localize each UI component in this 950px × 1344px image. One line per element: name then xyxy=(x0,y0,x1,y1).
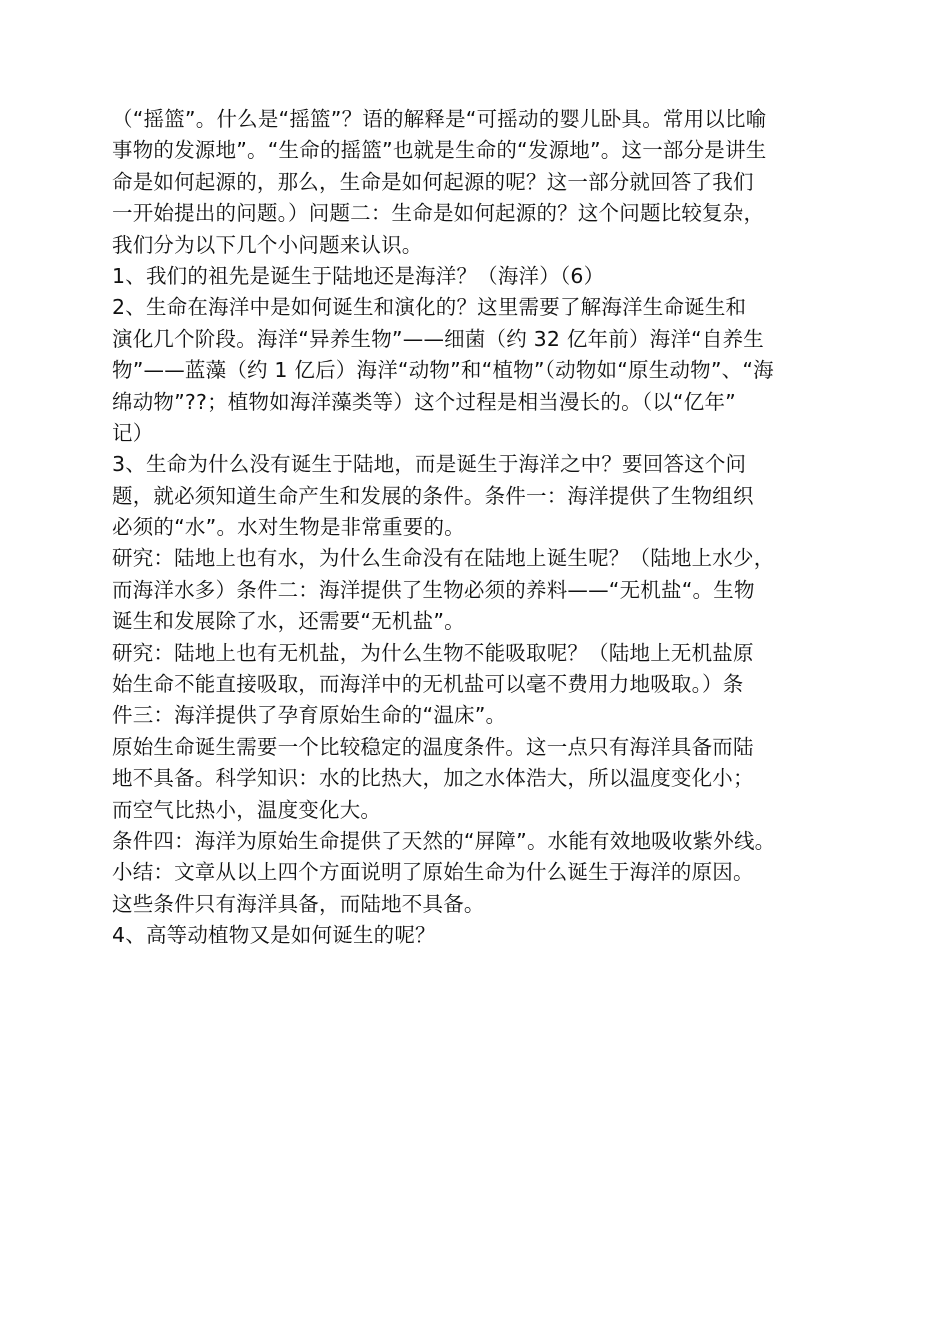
text-line: 必须的“水”。水对生物是非常重要的。 xyxy=(112,515,465,540)
text-line: 命是如何起源的，那么，生命是如何起源的呢？这一部分就回答了我们 xyxy=(112,169,754,194)
text-line: 物”——蓝藻（约 1 亿后）海洋“动物”和“植物”（动物如“原生动物”、“海 xyxy=(112,358,774,383)
question-4: 4、高等动植物又是如何诞生的呢？ xyxy=(112,923,436,948)
text-line: 这些条件只有海洋具备，而陆地不具备。 xyxy=(112,891,485,916)
text-line: 题，就必须知道生命产生和发展的条件。条件一：海洋提供了生物组织 xyxy=(112,483,754,508)
text-line: 记） xyxy=(112,420,154,445)
text-line: 件三：海洋提供了孕育原始生命的“温床”。 xyxy=(112,703,507,728)
summary-paragraph: 小结：文章从以上四个方面说明了原始生命为什么诞生于海洋的原因。 xyxy=(112,860,754,885)
temperature-paragraph: 原始生命诞生需要一个比较稳定的温度条件。这一点只有海洋具备而陆 xyxy=(112,734,754,759)
text-line: 我们分为以下几个小问题来认识。 xyxy=(112,232,423,257)
text-line: 诞生和发展除了水，还需要“无机盐”。 xyxy=(112,609,465,634)
question-1: 1、我们的祖先是诞生于陆地还是海洋？（海洋）（6） xyxy=(112,263,605,288)
question-2: 2、生命在海洋中是如何诞生和演化的？这里需要了解海洋生命诞生和 xyxy=(112,295,747,320)
research-paragraph-2: 研究：陆地上也有无机盐，为什么生物不能吸取呢？（陆地上无机盐原 xyxy=(112,640,754,665)
research-paragraph-1: 研究：陆地上也有水，为什么生命没有在陆地上诞生呢？（陆地上水少， xyxy=(112,546,775,571)
condition-4-paragraph: 条件四：海洋为原始生命提供了天然的“屏障”。水能有效地吸收紫外线。 xyxy=(112,828,776,853)
text-line: 一开始提出的问题。）问题二：生命是如何起源的？这个问题比较复杂， xyxy=(112,201,765,226)
text-line: （“摇篮”。什么是“摇篮”？语的解释是“可摇动的婴儿卧具。常用以比喻 xyxy=(112,107,767,131)
text-line: 演化几个阶段。海洋“异养生物”——细菌（约 32 亿年前）海洋“自养生 xyxy=(112,326,764,351)
document-page xyxy=(112,104,852,952)
text-line: 而海洋水多）条件二：海洋提供了生物必须的养料——“无机盐“。生物 xyxy=(112,577,755,602)
text-line: 始生命不能直接吸取，而海洋中的无机盐可以毫不费用力地吸取。）条 xyxy=(112,672,744,697)
text-line: 绵动物”??；植物如海洋藻类等）这个过程是相当漫长的。（以“亿年” xyxy=(112,389,736,414)
text-line: 而空气比热小，温度变化大。 xyxy=(112,797,382,822)
question-3: 3、生命为什么没有诞生于陆地，而是诞生于海洋之中？要回答这个问 xyxy=(112,452,747,477)
text-line: 地不具备。科学知识：水的比热大，加之水体浩大，所以温度变化小； xyxy=(112,766,754,791)
text-line: 事物的发源地”。“生命的摇篮”也就是生命的“发源地”。这一部分是讲生 xyxy=(112,138,767,163)
